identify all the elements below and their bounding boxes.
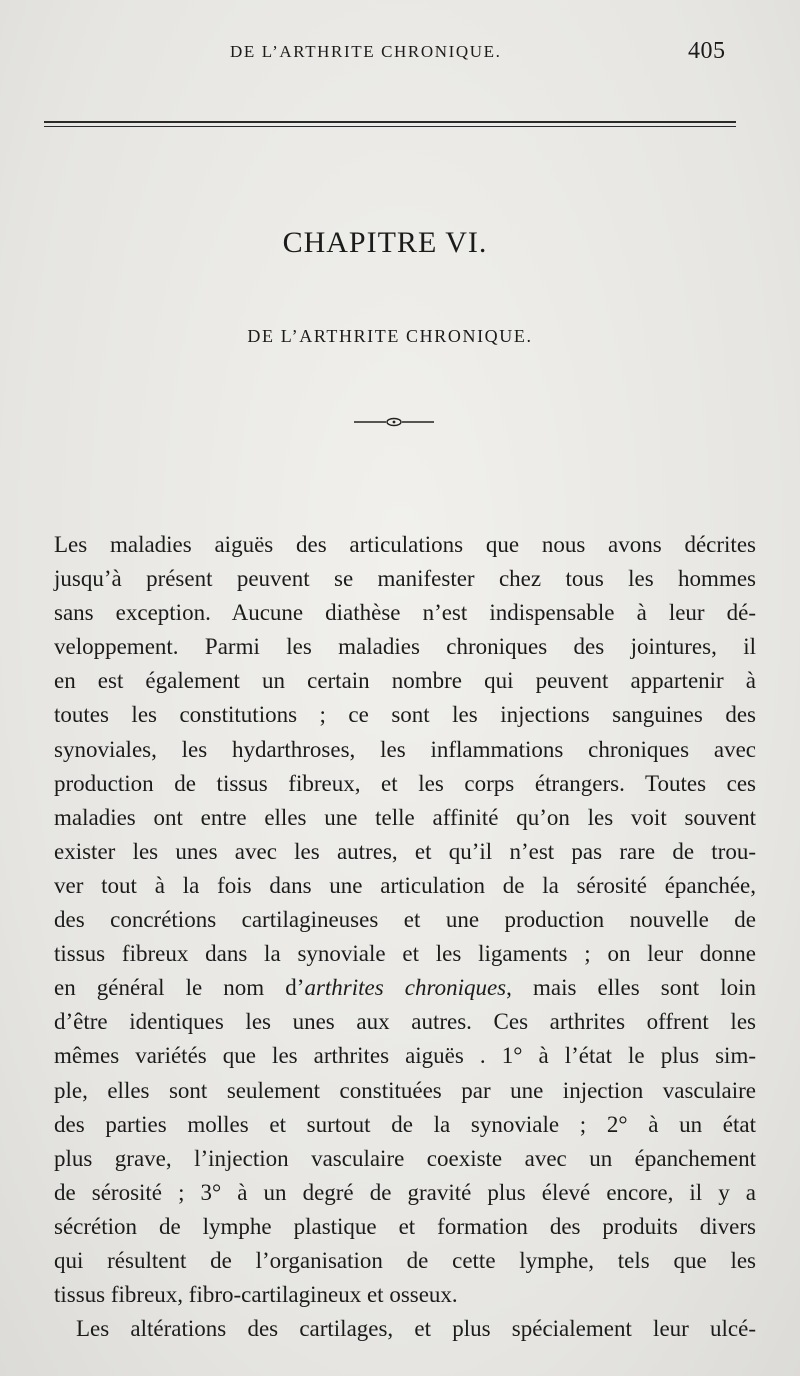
text-line-4: veloppement. Parmi les maladies chroniques des jointures, il: [54, 634, 756, 660]
text-line-20: de sérosité ; 3° à un degré de gravité plus élevé encore, il y a: [54, 1179, 756, 1205]
text-line-21: sécrétion de lymphe plastique et formation des produits divers: [54, 1213, 756, 1239]
text-line-3: sans exception. Aucune diathèse n’est indispensable à leur dé-: [54, 600, 756, 626]
page-number: 405: [688, 38, 726, 64]
text-segment: , mais elles sont loin: [506, 975, 756, 1001]
text-line-14: [54, 971, 756, 1005]
text-line-9: maladies ont entre elles une telle affinité qu’on les voit souvent: [54, 804, 756, 830]
text-segment: en général le nom d’: [54, 975, 305, 1001]
running-header-title: DE L’ARTHRITE CHRONIQUE.: [230, 42, 502, 61]
text-line-24: Les altérations des cartilages, et plus spécialement leur ulcé-: [76, 1316, 756, 1342]
text-line-19: plus grave, l’injection vasculaire coexiste avec un épanchement: [54, 1145, 756, 1171]
text-line-10: exister les unes avec les autres, et qu’il n’est pas rare de trou-: [54, 838, 756, 864]
text-line-23: tissus fibreux, fibro-cartilagineux et osseux.: [54, 1282, 458, 1308]
text-line-6: toutes les constitutions ; ce sont les injections sanguines des: [54, 702, 756, 728]
header-rule-thin: [44, 126, 736, 127]
text-line-22: qui résultent de l’organisation de cette lymphe, tels que les: [54, 1247, 756, 1273]
text-line-2: jusqu’à présent peuvent se manifester chez tous les hommes: [54, 566, 756, 592]
text-line-11: ver tout à la fois dans une articulation de la sérosité épanchée,: [54, 872, 756, 898]
text-line-18: des parties molles et surtout de la synoviale ; 2° à un état: [54, 1111, 756, 1137]
body-text: [54, 528, 756, 1346]
ornament-divider-icon: [352, 415, 436, 429]
text-line-17: ple, elles sont seulement constituées par une injection vasculaire: [54, 1077, 756, 1103]
italic-term: arthrites chroniques: [304, 975, 507, 1001]
text-line-15: d’être identiques les unes aux autres. Ces arthrites offrent les: [54, 1009, 756, 1035]
text-line-16: mêmes variétés que les arthrites aiguës . 1° à l’état le plus sim-: [54, 1043, 756, 1069]
text-line-1: Les maladies aiguës des articulations que nous avons décrites: [54, 532, 756, 557]
text-line-13: tissus fibreux dans la synoviale et les ligaments ; on leur donne: [54, 941, 756, 967]
text-line-7: synoviales, les hydarthroses, les inflammations chroniques avec: [54, 736, 756, 762]
chapter-subtitle: DE L’ARTHRITE CHRONIQUE.: [247, 326, 533, 346]
text-line-5: en est également un certain nombre qui peuvent appartenir à: [54, 668, 756, 694]
text-line-12: des concrétions cartilagineuses et une production nouvelle de: [54, 907, 756, 933]
text-line-8: production de tissus fibreux, et les corps étrangers. Toutes ces: [54, 770, 756, 796]
header-rule-thick: [44, 121, 736, 123]
chapter-title: CHAPITRE VI.: [282, 226, 488, 259]
